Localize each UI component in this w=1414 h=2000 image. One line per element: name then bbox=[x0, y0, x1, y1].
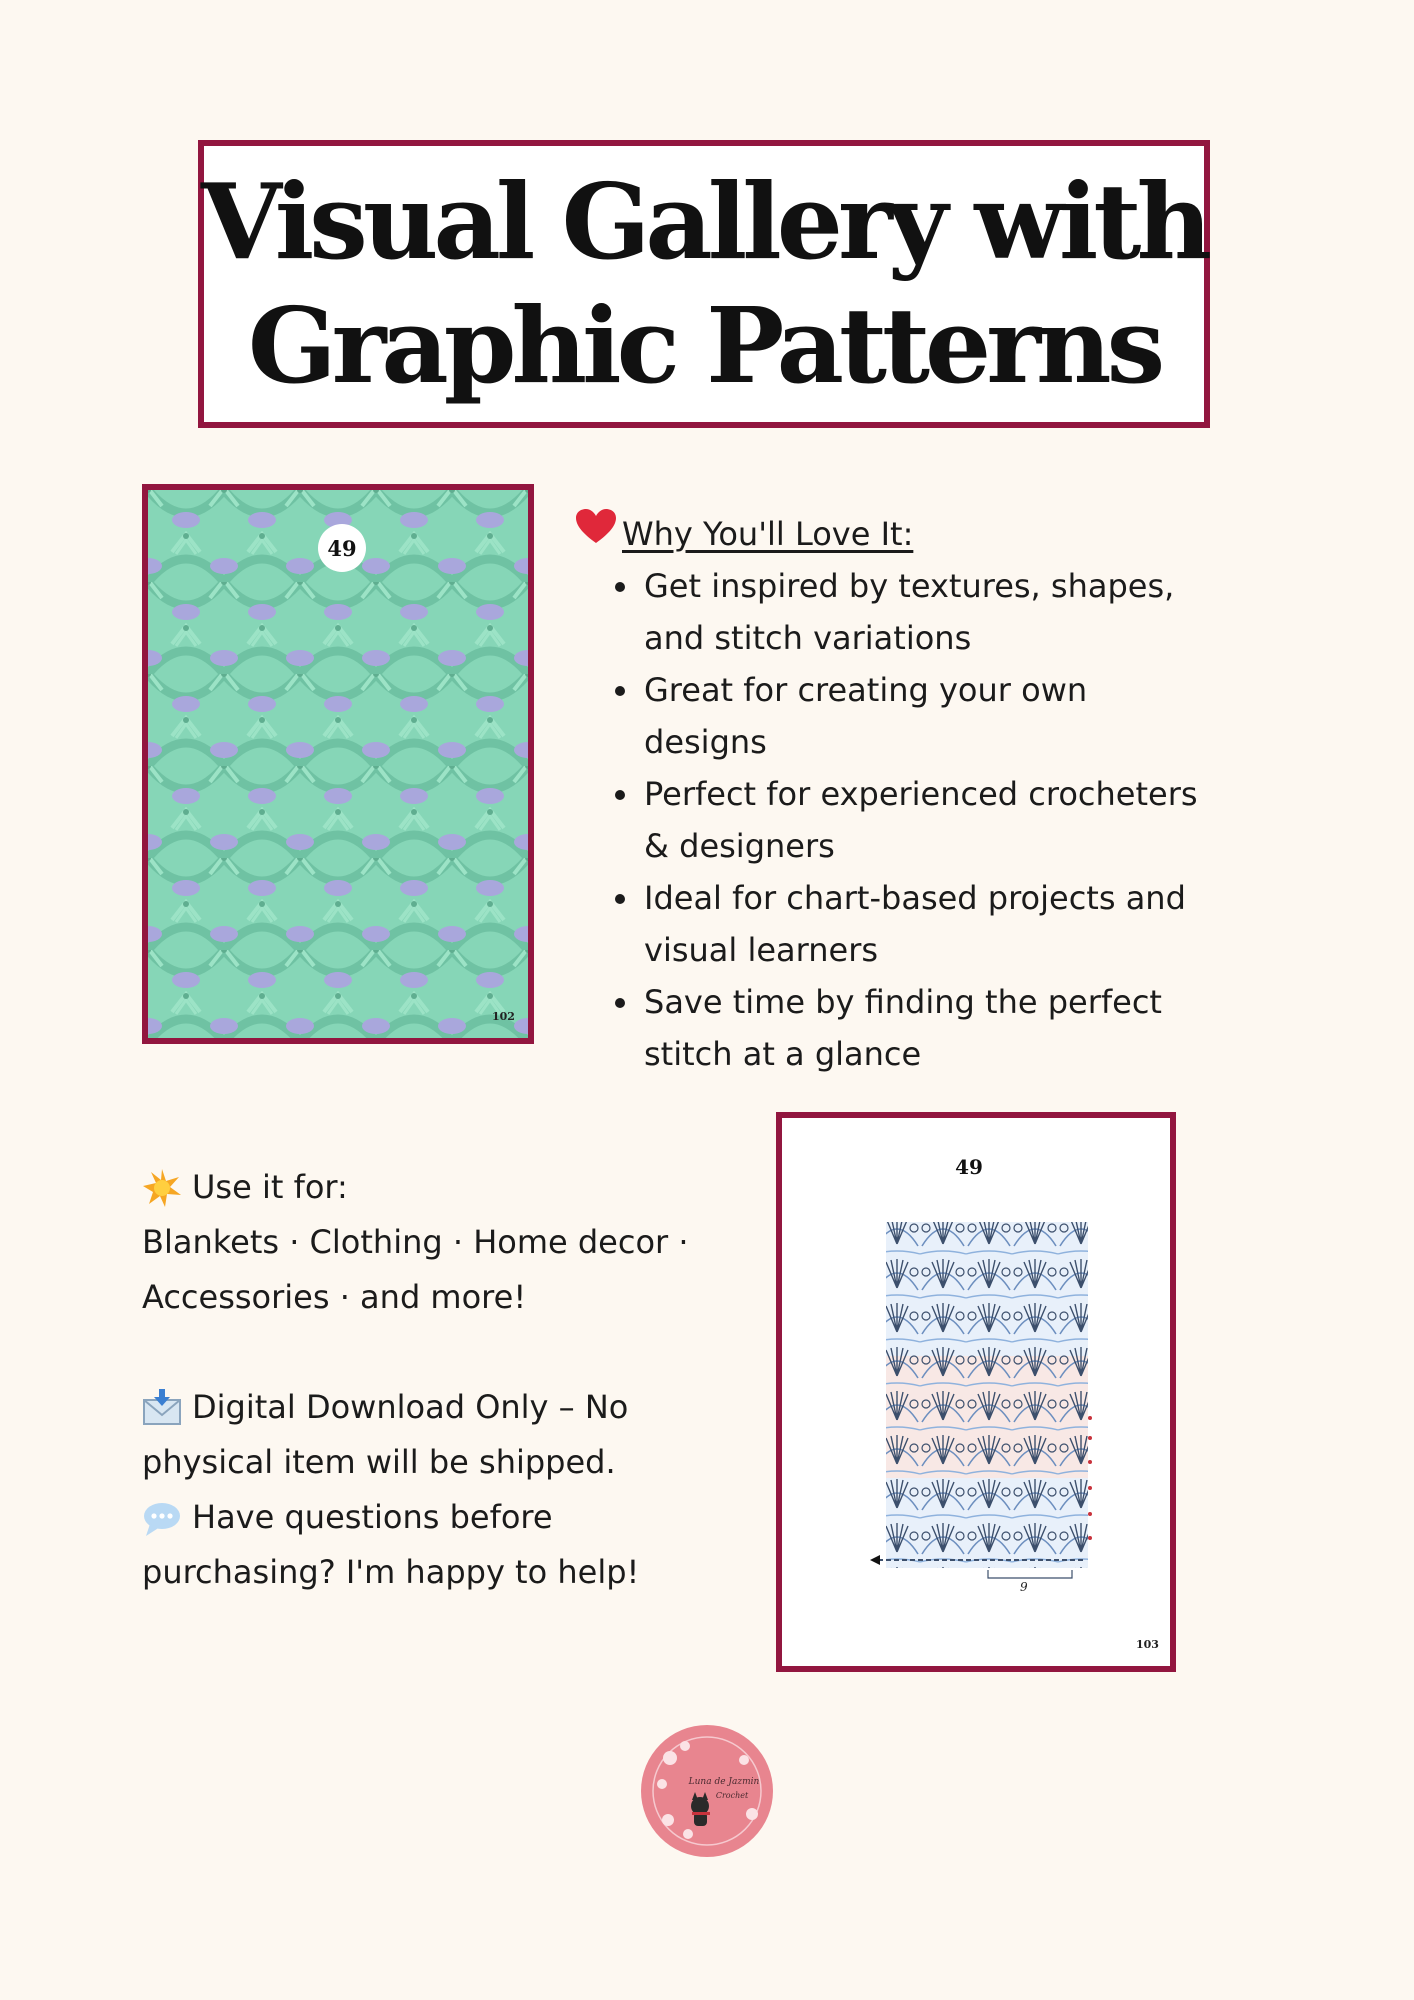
question-note bbox=[142, 1490, 742, 1545]
brand-logo bbox=[640, 1724, 774, 1858]
download-note-line-1: Digital Download Only – No bbox=[192, 1388, 629, 1426]
uses-heading bbox=[142, 1160, 742, 1215]
chart-repeat-mark: 9 bbox=[1020, 1580, 1028, 1594]
download-note-line-2: physical item will be shipped. bbox=[142, 1443, 616, 1481]
stitch-chart-diagram bbox=[782, 1118, 1170, 1666]
heart-icon bbox=[576, 508, 616, 560]
speech-bubble-icon bbox=[142, 1498, 182, 1538]
list-item: • Ideal for chart-based projects and visual learners bbox=[642, 872, 1216, 976]
question-note-line-2: purchasing? I'm happy to help! bbox=[142, 1553, 640, 1591]
list-item: • Great for creating your own designs bbox=[642, 664, 1216, 768]
benefits-heading-label: Why You'll Love It: bbox=[622, 515, 914, 553]
page-title-line-1: Visual Gallery with bbox=[200, 160, 1208, 283]
stitch-chart-page bbox=[776, 1112, 1176, 1672]
question-note-line-1: Have questions before bbox=[192, 1498, 553, 1536]
list-item: • Get inspired by textures, shapes, and stitch variations bbox=[642, 560, 1216, 664]
swatch-photo bbox=[142, 484, 534, 1044]
envelope-download-icon bbox=[142, 1388, 182, 1428]
uses-section bbox=[142, 1160, 742, 1600]
download-note bbox=[142, 1380, 742, 1435]
uses-line-1: Blankets · Clothing · Home decor · bbox=[142, 1223, 689, 1261]
photo-pattern-badge: 49 bbox=[318, 524, 366, 572]
page-title-line-2: Graphic Patterns bbox=[247, 284, 1161, 407]
swatch-texture bbox=[148, 490, 528, 1038]
star-icon bbox=[142, 1168, 182, 1208]
uses-heading-label: Use it for: bbox=[192, 1168, 348, 1206]
benefits-heading bbox=[576, 508, 1216, 560]
list-item: • Perfect for experienced crocheters & designers bbox=[642, 768, 1216, 872]
chart-page-number: 103 bbox=[1136, 1638, 1159, 1651]
uses-line-2: Accessories · and more! bbox=[142, 1278, 527, 1316]
title-box bbox=[198, 140, 1210, 428]
logo-text-line-2: Crochet bbox=[715, 1791, 749, 1800]
logo-text-line-1: Luna de Jazmin bbox=[688, 1777, 760, 1787]
benefits-list bbox=[576, 560, 1216, 1080]
benefits-section bbox=[576, 508, 1216, 1080]
chart-pattern-badge: 49 bbox=[948, 1146, 990, 1188]
list-item: • Save time by finding the perfect stitch at a glance bbox=[642, 976, 1216, 1080]
photo-page-number: 102 bbox=[492, 1010, 515, 1023]
